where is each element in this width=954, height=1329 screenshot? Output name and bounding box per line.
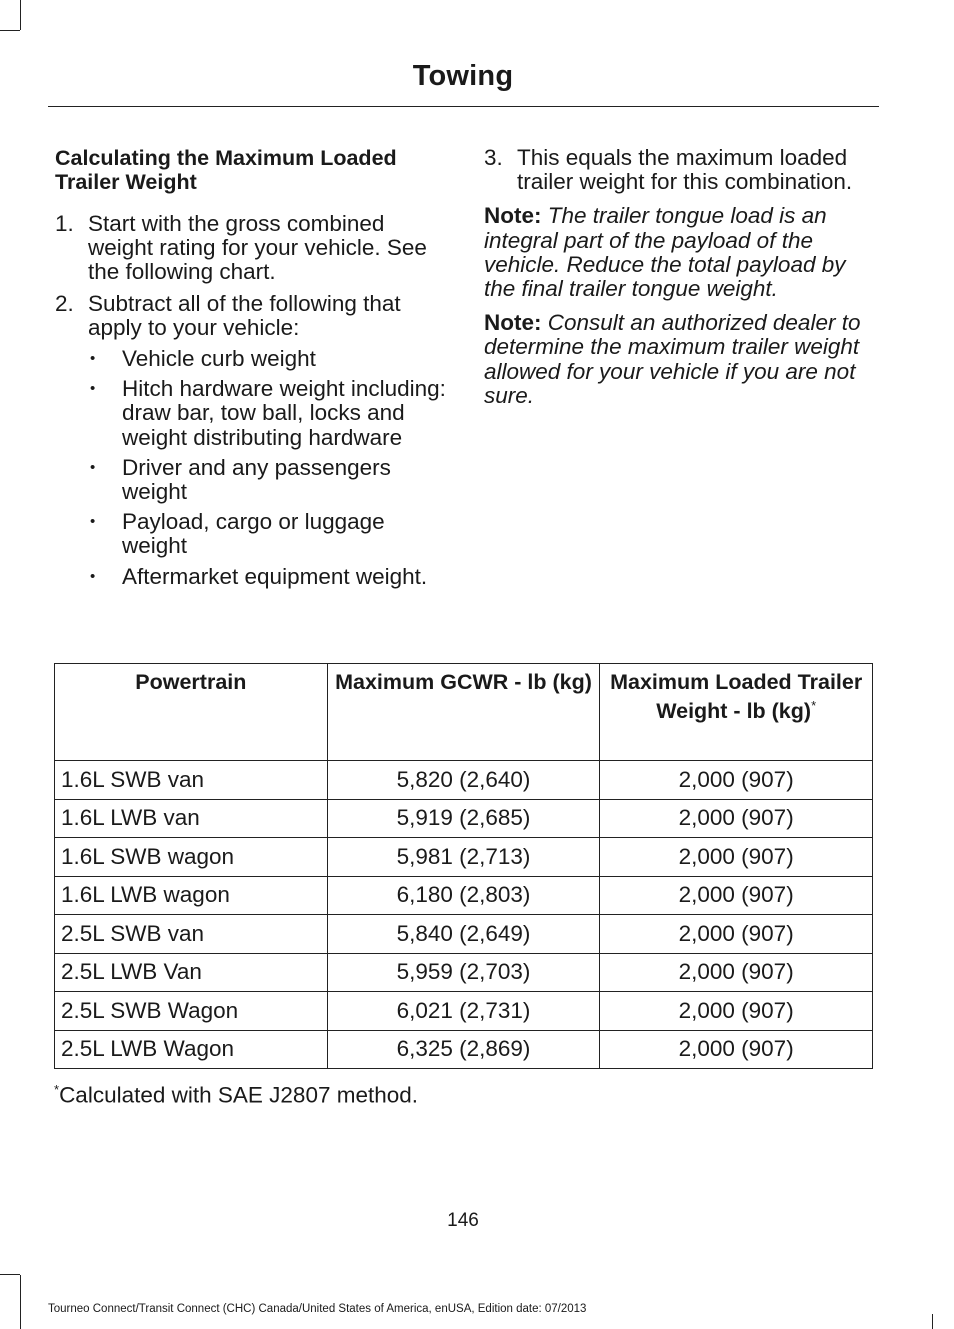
note — [484, 204, 876, 301]
crop-mark — [20, 1275, 21, 1329]
note-label: Note: — [484, 310, 542, 336]
powertrain-cell: 1.6L LWB wagon — [55, 876, 328, 915]
trailer-weight-cell: 2,000 (907) — [600, 838, 873, 877]
powertrain-cell: 2.5L LWB Wagon — [55, 1030, 328, 1069]
trailer-weight-cell: 2,000 (907) — [600, 992, 873, 1031]
table-row — [55, 799, 873, 838]
note — [484, 311, 876, 408]
page-title: Towing — [412, 60, 514, 92]
trailer-weight-cell: 2,000 (907) — [600, 761, 873, 800]
bullet-item: • Aftermarket equipment weight. — [88, 565, 447, 589]
gcwr-cell: 6,325 (2,869) — [327, 1030, 600, 1069]
gcwr-cell: 5,919 (2,685) — [327, 799, 600, 838]
table-row — [55, 761, 873, 800]
powertrain-cell: 1.6L SWB wagon — [55, 838, 328, 877]
powertrain-cell: 2.5L SWB Wagon — [55, 992, 328, 1031]
footnote-text: Calculated with SAE J2807 method. — [59, 1082, 419, 1108]
trailer-weight-cell: 2,000 (907) — [600, 915, 873, 954]
step-item — [55, 212, 447, 285]
column-header-gcwr: Maximum GCWR - lb (kg) — [327, 664, 600, 761]
bullet-item: • Driver and any passengers weight — [88, 456, 447, 504]
table-row — [55, 838, 873, 877]
gcwr-cell: 5,820 (2,640) — [327, 761, 600, 800]
table-header-row — [55, 664, 873, 761]
powertrain-cell: 1.6L SWB van — [55, 761, 328, 800]
note-text: Consult an authorized dealer to determine the maximum trailer weight allowed for your vehicle if you are not sure. — [484, 310, 861, 408]
trailer-weight-cell: 2,000 (907) — [600, 953, 873, 992]
step-text: Start with the gross combined weight rating for your vehicle. See the following chart. — [88, 211, 427, 285]
step-number: 1. — [55, 211, 74, 236]
powertrain-cell: 1.6L LWB van — [55, 799, 328, 838]
section-heading: Calculating the Maximum Loaded Trailer Weight — [55, 146, 397, 194]
gcwr-cell: 5,981 (2,713) — [327, 838, 600, 877]
bullet-item: • Hitch hardware weight including: draw bar, tow ball, locks and weight distributing hardware — [88, 377, 447, 450]
edition-info: Tourneo Connect/Transit Connect (CHC) Canada/United States of America, enUSA, Edition date: 07/2013 — [48, 1303, 587, 1315]
step-item — [484, 146, 876, 194]
bullet-item: • Payload, cargo or luggage weight — [88, 510, 447, 558]
step-text: Subtract all of the following that apply to your vehicle: — [88, 290, 401, 340]
footnote-marker: * — [54, 1082, 60, 1097]
trailer-weight-cell: 2,000 (907) — [600, 876, 873, 915]
table-row — [55, 953, 873, 992]
right-column — [484, 146, 876, 418]
bullet-list — [88, 347, 447, 589]
note-label: Note: — [484, 203, 542, 229]
gcwr-cell: 5,840 (2,649) — [327, 915, 600, 954]
steps-list — [484, 146, 876, 194]
crop-mark — [0, 30, 20, 31]
powertrain-cell: 2.5L SWB van — [55, 915, 328, 954]
left-column — [55, 146, 447, 596]
trailer-weight-cell: 2,000 (907) — [600, 799, 873, 838]
bullet-item: • Vehicle curb weight — [88, 347, 447, 371]
powertrain-cell: 2.5L LWB Van — [55, 953, 328, 992]
column-header-powertrain: Powertrain — [55, 664, 328, 761]
step-number: 3. — [484, 145, 503, 170]
table-row — [55, 876, 873, 915]
footnote — [54, 1082, 418, 1109]
steps-list — [55, 212, 447, 589]
page-number: 146 — [447, 1210, 479, 1231]
trailer-weight-table — [54, 663, 873, 1069]
crop-mark — [0, 1274, 20, 1275]
step-text: This equals the maximum loaded trailer weight for this combination. — [517, 145, 853, 195]
column-header-trailer-weight — [600, 664, 873, 761]
note-text: The trailer tongue load is an integral part of the payload of the vehicle. Reduce the total payload by the final trailer tongue weight. — [484, 203, 846, 302]
trailer-weight-cell: 2,000 (907) — [600, 1030, 873, 1069]
crop-mark — [20, 0, 21, 30]
table-row — [55, 1030, 873, 1069]
column-header-trailer-weight-text: Maximum Loaded Trailer Weight - lb (kg) — [610, 670, 863, 724]
crop-mark — [932, 1314, 933, 1329]
table-row — [55, 992, 873, 1031]
gcwr-cell: 6,180 (2,803) — [327, 876, 600, 915]
header-divider — [48, 106, 879, 107]
gcwr-cell: 5,959 (2,703) — [327, 953, 600, 992]
footnote-marker: * — [811, 698, 817, 713]
step-number: 2. — [55, 290, 74, 316]
step-item — [55, 292, 447, 589]
table-row — [55, 915, 873, 954]
gcwr-cell: 6,021 (2,731) — [327, 992, 600, 1031]
